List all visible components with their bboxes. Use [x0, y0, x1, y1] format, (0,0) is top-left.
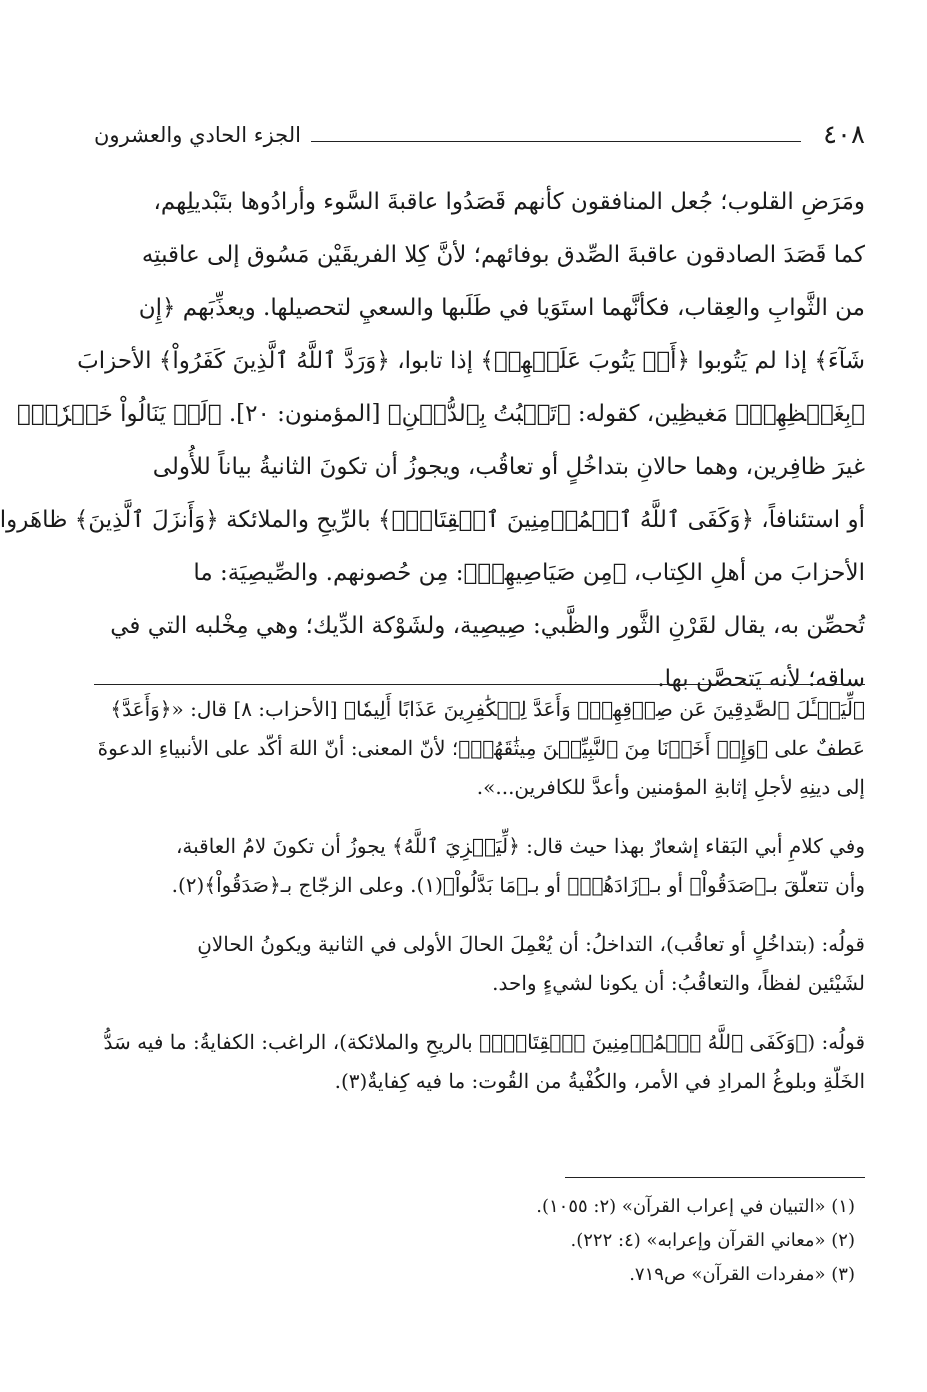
- commentary-line: قولُه: (﴿وَكَفَى ٱللَّهُ ٱلۡمُؤۡمِنِينَ ٱلۡقِتَالَۚ﴾ بالريحِ والملائكة)، الراغب: الكفايةُ: ما فيه سَدُّ: [103, 1030, 865, 1054]
- commentary-line: عَطفٌ على ﴿وَإِذۡ أَخَذۡنَا مِنَ ٱلنَّبِيِّـۧنَ مِيثَٰقَهُمۡ﴾؛ لأنّ المعنى: أنّ اللهَ أكّد على الأنبياءِ الدعوةَ: [97, 736, 865, 760]
- main-text-line: ساقه؛ لأنه يَتحصَّن بها.: [657, 666, 865, 692]
- footnote: (٣) «مفردات القرآن» ص٧١٩.: [629, 1264, 855, 1285]
- main-text-line: كما قَصَدَ الصادقون عاقبةَ الصِّدق بوفائهم؛ لأنَّ كِلا الفريقَيْن مَسُوق إلى عاقبتِه: [141, 242, 865, 268]
- commentary-line: ﴿لِّيَسۡـَٔلَ ٱلصَّٰدِقِينَ عَن صِدۡقِهِمۡۚ وَأَعَدَّ لِلۡكَٰفِرِينَ عَذَابًا أَلِيمٗا﴾ [الأحزاب: ٨] قال: «﴿وَأَعَدَّ﴾: [110, 697, 865, 721]
- commentary-line: لشَيْئين لفظاً، والتعاقُبُ: أن يكونا لشيءٍ واحد.: [492, 971, 865, 995]
- commentary-line: قولُه: (بتداخُلٍ أو تعاقُب)، التداخلُ: أن يُعْمِلَ الحالَ الأولى في الثانية ويكونُ الحالانِ: [197, 932, 865, 956]
- main-text-line: من الثَّوابِ والعِقاب، فكأنَّهما استَوَيا في طَلَبها والسعيِ لتحصيلها. ويعذِّبَهم ﴿إِن: [138, 295, 865, 321]
- main-text-line: غيرَ ظافِرين، وهما حالانِ بتداخُلٍ أو تعاقُب، ويجوزُ أن تكونَ الثانيةُ بياناً للأُولى: [152, 454, 865, 480]
- section-divider: [94, 684, 865, 685]
- commentary-section: [94, 690, 865, 1121]
- page-number: ٤٠٨: [823, 120, 865, 150]
- commentary-line: الخَلّةِ وبلوغُ المرادِ في الأمر، والكُفْيةُ من القُوت: ما فيه كِفايةٌ(٣).: [334, 1069, 865, 1093]
- footnote-rule: [565, 1177, 865, 1178]
- main-text-line: تُحصِّن به، يقال لقَرْنِ الثَّور والظَّبي: صِيصِية، ولشَوْكة الدِّيك؛ وهي مِخْلبه التي في: [110, 613, 865, 639]
- header-rule: [311, 141, 801, 142]
- main-text-line: الأحزابَ من أهلِ الكِتاب، ﴿مِن صَيَاصِيهِمۡ﴾: مِن حُصونهم. والصِّيصِيَة: ما: [193, 560, 865, 586]
- page-header: [94, 112, 865, 152]
- commentary-paragraph: [94, 690, 865, 807]
- running-title: الجزء الحادي والعشرون: [94, 123, 301, 147]
- commentary-paragraph: [94, 1023, 865, 1101]
- footnote: (٢) «معاني القرآن وإعرابه» (٤: ٢٢٢).: [570, 1230, 855, 1251]
- main-text-line: ﴿بِغَيۡظِهِمۡ﴾ مَغيظِين، كقوله: ﴿تَنۢبُتُ بِٱلدُّهۡنِ﴾ [المؤمنون: ٢٠]. ﴿لَمۡ يَنَالُواْ خَيۡرٗاۚ﴾: [16, 401, 865, 427]
- commentary-line: وأن تتعلّقَ بـ﴿صَدَقُواْ﴾ أو بـ﴿زَادَهُمۡ﴾ أو بـ﴿مَا بَدَّلُواْ﴾(١). وعلى الزجّاج بـ﴿صَدَقُواْ﴾(٢).: [171, 873, 865, 897]
- footnotes: [94, 1190, 865, 1292]
- commentary-line: إلى دينِهِ لأجلِ إثابةِ المؤمنين وأعدَّ للكافرين...».: [476, 775, 865, 799]
- commentary-line: وفي كلامِ أبي البَقاء إشعارٌ بهذا حيث قال: ﴿لِّيَجۡزِيَ ٱللَّهُ﴾ يجوزُ أن تكونَ لامُ العاقبة،: [175, 834, 865, 858]
- commentary-paragraph: [94, 925, 865, 1003]
- commentary-paragraph: [94, 827, 865, 905]
- footnote: (١) «التبيان في إعراب القرآن» (٢: ١٠٥٥).: [536, 1196, 855, 1217]
- main-text: [0, 176, 865, 706]
- main-text-line: شَآءَ﴾ إذا لم يَتُوبوا ﴿أَوۡ يَتُوبَ عَلَيۡهِمۡ﴾ إذا تابوا، ﴿وَرَدَّ ٱللَّهُ ٱلَّذِينَ كَفَرُواْ﴾ الأحزابَ: [77, 348, 865, 374]
- main-text-line: ومَرَضِ القلوب؛ جُعل المنافقون كأنهم قَصَدُوا عاقبةَ السَّوء وأرادُوها بتَبْديلِهم،: [153, 189, 865, 215]
- main-text-line: أو استئنافاً، ﴿وَكَفَى ٱللَّهُ ٱلۡمُؤۡمِنِينَ ٱلۡقِتَالَۚ﴾ بالرِّيحِ والملائكة ﴿وَأَنزَلَ ٱلَّذِينَ﴾ ظاهَروا: [0, 507, 865, 533]
